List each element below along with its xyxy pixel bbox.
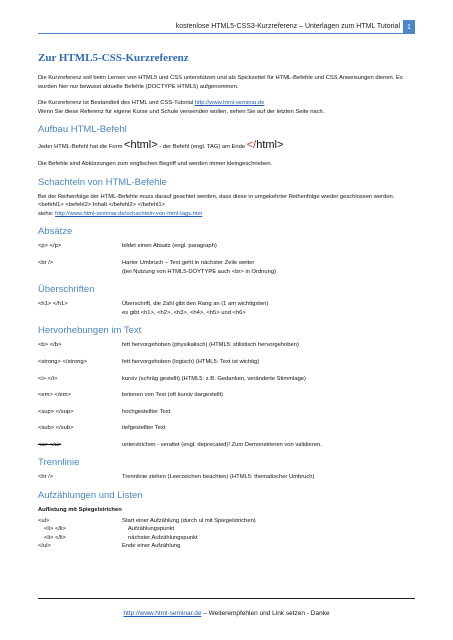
page-title: Zur HTML5-CSS-Kurzreferenz: [38, 52, 189, 64]
section-heading: Trennlinie: [38, 457, 80, 469]
tag-cell: <hr />: [38, 474, 54, 481]
reference-row: [38, 375, 416, 384]
description-cell: [122, 259, 416, 276]
section-heading: Schachteln von HTML-Befehle: [38, 176, 167, 188]
schachteln-body: Bei der Reihenfolge der HTML-Befehle muss darauf geachtet werden, dass diese in umgekehrter Reihenfolge wieder geschlossen werden. <befehl1> <befehl2> Inhalt </befehl2> </befehl1>: [38, 193, 395, 209]
footer-text: – Weiterempfehlen und Link setzen - Danke: [201, 610, 330, 617]
reference-row: [38, 424, 416, 433]
description-cell: Aufzählungspunkt: [128, 526, 175, 533]
tag-cell: <h1> </h1>: [38, 301, 68, 308]
reference-row: [38, 542, 416, 551]
reference-row: [38, 408, 416, 417]
reference-row: [38, 441, 416, 450]
footer-divider: [38, 598, 415, 599]
description-line-2: es gibt <h1>, <h2>, <h3>, <h4>, <h5> und <h6>: [122, 309, 246, 316]
aufbau-text-mid: - der Befehl (engl. TAG) am Ende: [157, 144, 247, 151]
reference-row: [38, 391, 416, 400]
description-cell: betonen von Text (oft kursiv dargestellt): [122, 392, 224, 399]
intro-text-2: Wenn Sie diese Referenz für eigene Kurse und Schule verwenden wollen, sehen Sie auf der letzten Seite nach.: [38, 108, 325, 115]
reference-row: [38, 341, 416, 350]
siehe-label: siehe:: [38, 210, 56, 217]
description-cell: nächster Aufzählungspunkt: [128, 534, 198, 541]
open-tag-example: <html>: [124, 139, 158, 152]
section-heading: Aufzählungen und Listen: [38, 490, 143, 502]
reference-row: [38, 259, 416, 276]
section-absaetze: [38, 226, 416, 276]
tag-cell: <sup> </sup>: [38, 408, 74, 415]
section-aufbau: [38, 124, 416, 168]
subheading: Auflistung mit Spiegelstrichen: [38, 507, 122, 514]
description-cell: fett hervorgehoben (physikalisch) (HTML5: stilistisch hervorgehoben): [122, 342, 299, 349]
tag-cell: <em> </em>: [38, 392, 71, 399]
tag-cell: <b> </b>: [38, 342, 62, 349]
page-number: 1: [403, 20, 415, 33]
reference-row: [38, 525, 416, 534]
schachteln-text: [38, 193, 416, 219]
description-cell: Start einer Aufzählung (durch ul mit Spiegelstrichen): [122, 517, 256, 524]
footer: [0, 610, 453, 617]
header-divider: [38, 33, 415, 34]
tag-cell: <ul>: [38, 517, 50, 524]
section-aufzaehlungen: [38, 490, 416, 551]
section-ueberschriften: [38, 284, 416, 317]
description-cell: bildet einen Absatz (engl. paragraph): [122, 243, 217, 250]
tag-cell: <li> </li>: [44, 526, 66, 533]
header-title: kostenlose HTML5-CSS3-Kurzreferenz – Unterlagen zum HTML Tutorial: [175, 23, 400, 30]
reference-row: [38, 242, 416, 251]
section-heading: Absätze: [38, 226, 73, 238]
tag-cell: <sub> </sub>: [38, 425, 74, 432]
reference-row: [38, 358, 416, 367]
intro-text: Die Kurzreferenz ist Bestandteil des HTML und CSS-Tutorial: [38, 100, 195, 107]
description-cell: fett hervorgehoben (logisch) (HTML5: Text ist wichtig): [122, 358, 260, 365]
schachteln-link[interactable]: http://www.html-seminar.de/schachteln-von-html-tags.htm: [55, 210, 203, 217]
section-schachteln: [38, 177, 416, 219]
tag-cell: <u> </u>: [38, 441, 62, 448]
tag-cell: <li> </li>: [44, 534, 66, 541]
intro-paragraph: Die Kurzreferenz soll beim Lernen von HTML5 und CSS unterstützen und als Spickzettel für HTML-Befehle und CSS Anweisungen dienen. Es wurden hier nur bewusst aktuelle Befehle (DOCTYPE HTML5) aufgenommen.: [38, 75, 403, 90]
description-cell: kursiv (schräg gestellt) (HTML5: z.B. Gedanken, veränderte Stimmlage): [122, 375, 306, 382]
section-hervorhebungen: [38, 325, 416, 449]
tag-cell: <br />: [38, 259, 54, 266]
section-heading: Aufbau HTML-Befehl: [38, 124, 127, 136]
reference-row: [38, 300, 416, 317]
description-cell: tiefgestellter Text: [122, 425, 166, 432]
tag-cell: <strong> </strong>: [38, 358, 87, 365]
section-heading: Hervorhebungen im Text: [38, 325, 142, 337]
reference-row: [38, 517, 416, 526]
tag-cell: </ul>: [38, 543, 51, 550]
close-tag-slash: </: [246, 139, 257, 152]
tag-cell: <p> </p>: [38, 243, 62, 250]
description-cell: unterstrichen - veraltet (engl. deprecated)! Zum Demonstrieren von validieren.: [122, 441, 322, 448]
tutorial-link[interactable]: http://www.html-seminar.de: [194, 100, 265, 107]
description-cell: [122, 300, 416, 317]
reference-row: [38, 473, 416, 482]
section-heading: Überschriften: [38, 284, 95, 296]
description-line-2: (bei Nutzung von HTML5-DOYTYPE auch <br> in Ordnung): [122, 268, 277, 275]
intro-paragraph-2: [38, 99, 416, 116]
description-line: Überschrift, die Zahl gibt den Rang an (1 am wichtigsten): [122, 301, 269, 308]
description-cell: Trennlinie ziehen (Leerzeichen beachten) (HTML5: thematischer Umbruch): [122, 474, 315, 481]
reference-row: [38, 534, 416, 543]
aufbau-line: [38, 140, 416, 152]
description-cell: hochgestellter Text: [122, 408, 171, 415]
close-tag-rest: html>: [256, 139, 284, 152]
aufbau-text: Jeder HTML-Befehl hat die Form: [38, 144, 125, 151]
footer-link[interactable]: http://www.html-seminar.de: [123, 610, 202, 617]
main-content: [38, 52, 416, 551]
aufbau-note: Die Befehle sind Abkürzungen zum englischen Begriff und werden immer kleingeschrieben.: [38, 160, 273, 167]
description-cell: Ende einer Aufzählung: [122, 543, 181, 550]
section-trennlinie: [38, 457, 416, 482]
tag-cell: <i> </i>: [38, 375, 58, 382]
description-line: Harter Umbruch – Text geht in nächster Zeile weiter: [122, 259, 255, 266]
